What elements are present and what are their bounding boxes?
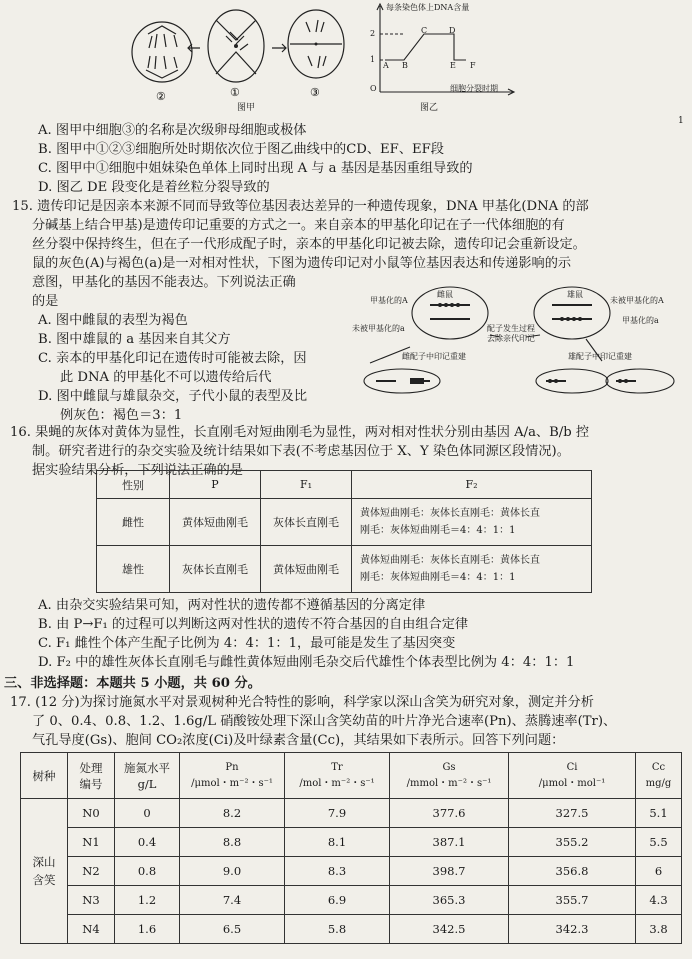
figure-caption-jia: 图甲 — [237, 103, 256, 113]
q15-line: 分碱基上结合甲基)是遗传印记重要的方式之一。来自亲本的甲基化印记在子一代体细胞的有 — [32, 218, 565, 233]
th-sex: 性别 — [97, 471, 170, 499]
cell-label: ③ — [310, 86, 320, 99]
nitrogen-table — [20, 752, 682, 944]
cell: 5.8 — [285, 915, 390, 944]
cell: 387.1 — [390, 828, 509, 857]
cell: 8.2 — [180, 799, 285, 828]
cell: N4 — [68, 915, 115, 944]
th-cc: Cc mg/g — [636, 753, 682, 799]
cell: 黄体短曲刚毛 — [170, 499, 261, 546]
cell: 6.9 — [285, 886, 390, 915]
table-row — [21, 828, 682, 857]
q15-option-d: D. 图中雌鼠与雄鼠杂交，子代小鼠的表型及比 — [38, 389, 308, 404]
q14-option-c: C. 图甲中①细胞中姐妹染色单体上同时出现 A 与 a 基因是基因重组导致的 — [38, 161, 473, 176]
cell: 9.0 — [180, 857, 285, 886]
diagram-meth-A: 甲基化的A — [370, 296, 408, 305]
cell: 342.3 — [509, 915, 636, 944]
th-n-level: 施氮水平 g/L — [115, 753, 180, 799]
th-f1: F₁ — [261, 471, 352, 499]
diagram-female-gamete: 雌配子中印记重建 — [402, 352, 466, 361]
diagram-meth-a: 甲基化的a — [622, 316, 659, 325]
cell: 342.5 — [390, 915, 509, 944]
cell: 8.3 — [285, 857, 390, 886]
th-pn: Pn /μmol・m⁻²・s⁻¹ — [180, 753, 285, 799]
cell: 1.6 — [115, 915, 180, 944]
cell: 灰体长直刚毛 — [261, 499, 352, 546]
cell-label: ① — [230, 86, 240, 99]
cell: N0 — [68, 799, 115, 828]
q14-option-b: B. 图甲中①②③细胞所处时期依次位于图乙曲线中的CD、EF、EF段 — [38, 142, 444, 157]
q17-line: 气孔导度(Gs)、胞间 CO₂浓度(Ci)及叶绿素含量(Cc)，其结果如下表所示。回答下列问题： — [32, 733, 565, 748]
y-tick-1: 1 — [370, 55, 376, 64]
cell: 7.4 — [180, 886, 285, 915]
section-heading: 三、非选择题：本题共 5 小题，共 60 分。 — [4, 676, 261, 691]
q15-option-a: A. 图中雌鼠的表型为褐色 — [38, 313, 188, 328]
th-f2: F₂ — [352, 471, 592, 499]
cell: 5.5 — [636, 828, 682, 857]
f2-ratio-line: 黄体短曲刚毛：灰体长直刚毛：黄体长直 — [360, 555, 540, 566]
table-row — [97, 546, 592, 593]
point-e: E — [450, 61, 456, 70]
cell: 355.7 — [509, 886, 636, 915]
cell: N3 — [68, 886, 115, 915]
q15-line: 意图，甲基化的基因不能表达。下列说法正确 — [32, 275, 296, 290]
cell: 1.2 — [115, 886, 180, 915]
point-f: F — [470, 61, 476, 70]
point-c: C — [421, 26, 428, 35]
q17-line: 17. (12 分)为探讨施氮水平对景观树种光合特性的影响，科学家以深山含笑为研究对象，测定并分析 — [10, 695, 594, 710]
cell: 0.8 — [115, 857, 180, 886]
diagram-process-2: 去除亲代印记 — [487, 334, 535, 343]
cell: 327.5 — [509, 799, 636, 828]
q16-option-c: C. F₁ 雌性个体产生配子比例为 4：4：1：1，最可能是发生了基因突变 — [38, 636, 456, 651]
cell: N1 — [68, 828, 115, 857]
q14-option-a: A. 图甲中细胞③的名称是次级卵母细胞或极体 — [38, 123, 307, 138]
table-row — [21, 915, 682, 944]
th-code: 处理 编号 — [68, 753, 115, 799]
x-axis-label: 细胞分裂时期 — [450, 84, 498, 93]
q15-line: 丝分裂中保持终生，但在子一代形成配子时，亲本的甲基化印记被去除，遗传印记会重新设定。 — [32, 237, 586, 252]
cell: 雄性 — [97, 546, 170, 593]
diagram-female: 雌鼠 — [437, 290, 453, 299]
table-row — [21, 857, 682, 886]
origin-label: O — [370, 84, 377, 93]
q15-option-c: C. 亲本的甲基化印记在遗传时可能被去除，因 — [38, 351, 307, 366]
q15-line: 鼠的灰色(A)与褐色(a)是一对相对性状，下图为遗传印记对小鼠等位基因表达和传递影响的示 — [32, 256, 572, 271]
f2-ratio-line: 刚毛：灰体短曲刚毛＝4：4：1：1 — [360, 525, 516, 536]
diagram-male: 雄鼠 — [567, 290, 583, 299]
cell: 365.3 — [390, 886, 509, 915]
cell: 8.8 — [180, 828, 285, 857]
y-axis-label: 每条染色体上DNA含量 — [386, 3, 470, 12]
q16-option-b: B. 由 P→F₁ 的过程可以判断这两对性状的遗传不符合基因的自由组合定律 — [38, 617, 469, 632]
th-tr: Tr /mol・m⁻²・s⁻¹ — [285, 753, 390, 799]
species-cell: 深山 含笑 — [21, 799, 68, 944]
th-p: P — [170, 471, 261, 499]
figure-caption-yi: 图乙 — [420, 103, 439, 113]
y-tick-2: 2 — [370, 29, 376, 38]
diagram-male-gamete: 雄配子中印记重建 — [568, 352, 632, 361]
cell: 356.8 — [509, 857, 636, 886]
cell — [352, 499, 592, 546]
th-ci: Ci /μmol・mol⁻¹ — [509, 753, 636, 799]
q15-line: 15. 遗传印记是因亲本来源不同而导致等位基因表达差异的一种遗传现象，DNA 甲基化(DNA 的部 — [12, 199, 589, 214]
q16-line: 制。研究者进行的杂交实验及统计结果如下表(不考虑基因位于 X、Y 染色体同源区段情况)。 — [32, 444, 570, 459]
diagram-unmeth-A: 未被甲基化的A — [610, 296, 664, 305]
point-a: A — [383, 61, 389, 70]
q16-line: 据实验结果分析，下列说法正确的是 — [32, 463, 243, 478]
cell: 0.4 — [115, 828, 180, 857]
q16-option-a: A. 由杂交实验结果可知，两对性状的遗传都不遵循基因的分离定律 — [38, 598, 426, 613]
cell: 0 — [115, 799, 180, 828]
cell: 5.1 — [636, 799, 682, 828]
diagram-unmeth-a: 未被甲基化的a — [352, 324, 405, 333]
table-row — [21, 799, 682, 828]
q15-option-d-cont: 例灰色：褐色＝3：1 — [60, 408, 183, 423]
q15-option-b: B. 图中雄鼠的 a 基因来自其父方 — [38, 332, 231, 347]
cell: 398.7 — [390, 857, 509, 886]
point-d: D — [449, 26, 456, 35]
cell — [352, 546, 592, 593]
cell: N2 — [68, 857, 115, 886]
cell-label: ② — [156, 90, 166, 103]
cross-table — [96, 470, 592, 593]
point-b: B — [402, 61, 408, 70]
q15-option-c-cont: 此 DNA 的甲基化不可以遗传给后代 — [60, 370, 272, 385]
cell: 4.3 — [636, 886, 682, 915]
margin-mark: 1 — [678, 116, 684, 126]
q14-option-d: D. 图乙 DE 段变化是着丝粒分裂导致的 — [38, 180, 270, 195]
cell: 355.2 — [509, 828, 636, 857]
diagram-process-1: 配子发生过程 — [487, 324, 535, 333]
cell: 黄体短曲刚毛 — [261, 546, 352, 593]
q16-line: 16. 果蝇的灰体对黄体为显性，长直刚毛对短曲刚毛为显性，两对相对性状分别由基因 A/a、B/b 控 — [10, 425, 590, 440]
cell: 377.6 — [390, 799, 509, 828]
q17-line: 了 0、0.4、0.8、1.2、1.6g/L 硝酸铵处理下深山含笑幼苗的叶片净光合速率(Pn)、蒸腾速率(Tr)、 — [32, 714, 617, 729]
q16-option-d: D. F₂ 中的雄性灰体长直刚毛与雌性黄体短曲刚毛杂交后代雄性个体表型比例为 4：4：1：1 — [38, 655, 575, 670]
cell: 8.1 — [285, 828, 390, 857]
q15-line: 的是 — [32, 294, 59, 309]
cell: 雌性 — [97, 499, 170, 546]
th-gs: Gs /mmol・m⁻²・s⁻¹ — [390, 753, 509, 799]
f2-ratio-line: 黄体短曲刚毛：灰体长直刚毛：黄体长直 — [360, 508, 540, 519]
cell: 7.9 — [285, 799, 390, 828]
figure-cells — [130, 0, 345, 112]
table-row — [97, 499, 592, 546]
cell: 6 — [636, 857, 682, 886]
th-species: 树种 — [21, 753, 68, 799]
cell: 3.8 — [636, 915, 682, 944]
cell: 6.5 — [180, 915, 285, 944]
cell: 灰体长直刚毛 — [170, 546, 261, 593]
table-row — [21, 886, 682, 915]
f2-ratio-line: 刚毛：灰体短曲刚毛＝4：4：1：1 — [360, 572, 516, 583]
